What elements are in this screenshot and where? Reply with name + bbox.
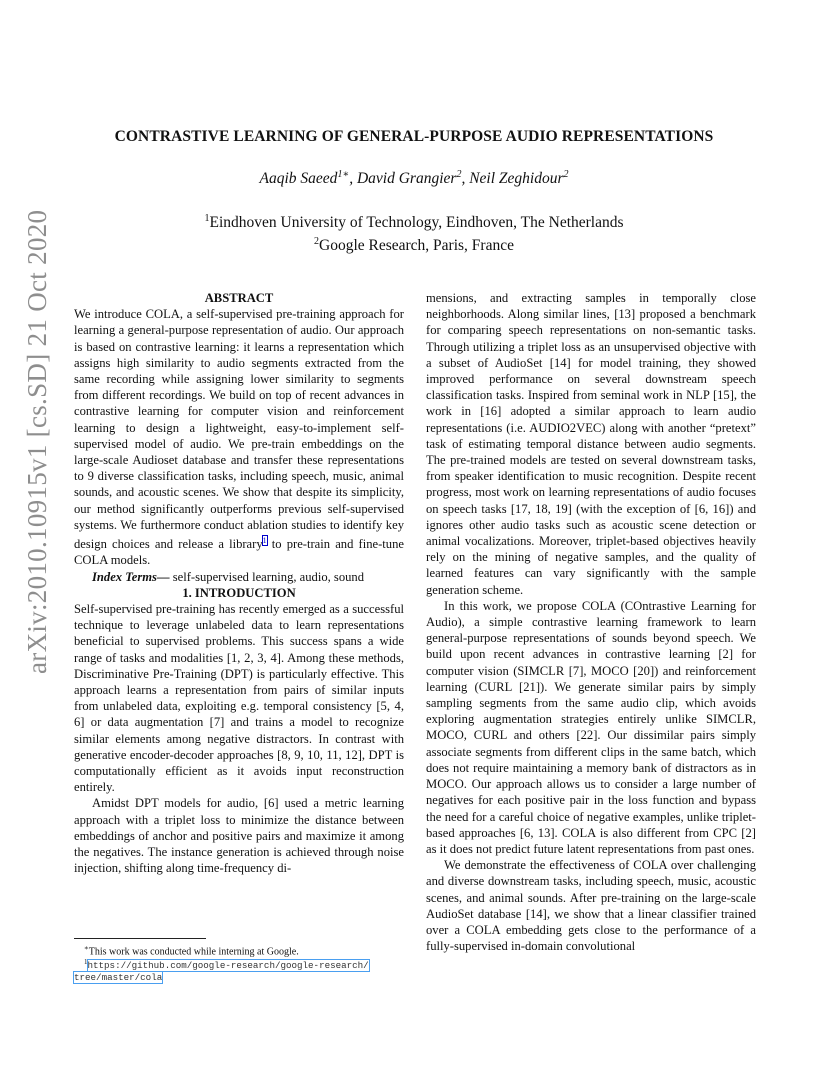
abstract-text: We introduce COLA, a self-supervised pre-training approach for learning a general-purpose representation of audio. Our approach is based on contrastive learning: it learns a representation which assigns high similarity to audio segments extracted from the same recording while assigning lower similarity to segments from different recordings. We build on top of recent advances in contrastive learning for computer vision and reinforcement learning to design a lightweight, easy-to-implement self-supervised model of audio. We pre-train embeddings on the large-scale Audioset database and transfer these representations to 9 diverse classification tasks, including speech, music, animal sounds, and acoustic scenes. We show that despite its simplicity, our method significantly outperforms previous self-supervised systems. We furthermore conduct ablation studies to identify key design choices and release a library [74,307,404,552]
footnote-divider [74,938,206,939]
author-list [0,169,828,188]
index-terms-text: self-supervised learning, audio, sound [169,569,365,584]
author-3-sup: 2 [563,169,569,180]
index-terms [74,569,404,585]
author-2-sup: 2 [456,169,462,180]
arxiv-sidebar [22,209,62,674]
footnote-1 [74,956,404,984]
index-terms-label: Index Terms— [92,569,170,584]
abstract-heading: ABSTRACT [204,291,274,305]
affiliation-1-text: Eindhoven University of Technology, Eindhoven, The Netherlands [209,214,624,232]
intro-paragraph-3: In this work, we propose COLA (COntrastive Learning for Audio), a simple contrastive learning framework to learn general-purpose representations of sounds beyond speech. We build upon recent advances in contrastive learning [2] for computer vision (SIMCLR [7], MOCO [20]) and reinforcement learning (CURL [21]). We generate similar pairs by simply sampling segments from the same audio clip, which avoids exploring augmentation strategies entirely unlike SIMCLR, MOCO, CURL and others [22]. Our dissimilar pairs simply associate segments from different clips in the same batch, which does not require maintaining a memory bank of distractors as in MOCO. Our approach allows us to consider a large number of negatives for each positive pair in the loss function and bypass the need for a careful choice of negative examples, unlike triplet-based approaches [6, 13]. COLA is also different from CPC [2] as it does not predict future latent representations from past ones. [426,598,756,856]
author-2: , David Grangier [349,170,457,188]
footnote-1-link[interactable]: 1 [262,536,267,546]
abstract-body [74,306,404,568]
footnote-star-mark: ∗ [84,944,89,952]
author-1: Aaqib Saeed [259,170,338,188]
footnote-star-text: This work was conducted while interning at Google. [88,946,299,958]
affiliation-2-sup: 2 [314,236,319,247]
paper-title: CONTRASTIVE LEARNING OF GENERAL-PURPOSE AUDIO REPRESENTATIONS [114,128,714,145]
arxiv-identifier: arXiv:2010.10915v1 [cs.SD] 21 Oct 2020 [22,209,52,674]
affiliation-1 [0,213,828,232]
intro-paragraph-2: Amidst DPT models for audio, [6] used a metric learning approach with a triplet loss to minimize the distance between embeddings of anchor and positive pairs and maximize it among the negatives. The instance generation is achieved through noise injection, shifting along time-frequency di- [74,796,404,876]
intro-paragraph-4: We demonstrate the effectiveness of COLA over challenging and diverse downstream tasks, including speech, music, acoustic scenes, and animal sounds. After pre-training on the large-scale AudioSet database [14], we show that a linear classifier trained over a COLA embedding gets close to the performance of a fully-supervised in-domain convolutional [426,858,756,954]
left-column [74,290,404,877]
footnote-1-url-line2[interactable]: tree/master/cola [74,972,163,984]
footnote-1-url-line1[interactable]: https://github.com/google-research/google-research/ [87,960,369,972]
footnote-1-mark: 1 [84,958,88,966]
intro-paragraph-1: Self-supervised pre-training has recently emerged as a successful technique to leverage unlabeled data to learn representations beneficial to supervised problems. This success spans a wide range of tasks and modalities [1, 2, 3, 4]. Among these methods, Discriminative Pre-Training (DPT) is particularly effective. This approach learns a representation from pairs of similar inputs from unlabeled data, exploiting e.g. temporal consistency [5, 4, 6] or data augmentation [7] and trains a model to recognize similar elements among negative distractors. In contrast with generative encoder-decoder approaches [8, 9, 10, 11, 12], DPT is computationally efficient as it avoids input reconstruction entirely. [74,602,404,795]
affiliation-2 [0,236,828,255]
introduction-heading: 1. INTRODUCTION [182,585,296,600]
right-column [426,290,756,954]
author-3: , Neil Zeghidour [461,170,564,188]
affiliation-2-text: Google Research, Paris, France [319,237,514,255]
author-1-sup: 1∗ [337,169,350,180]
intro-paragraph-2-continued: mensions, and extracting samples in temporally close neighborhoods. Along similar lines, [13] proposed a benchmark for comparing speech representations on non-semantic tasks. Through utilizing a triplet loss as an unsupervised objective with a subset of AudioSet [14] for model training, they showed improved performance on several downstream speech classification tasks. Inspired from seminal work in NLP [15], the work in [16] adopted a similar approach to learn audio representations (i.e. AUDIO2VEC) along with another “pretext” task of estimating temporal distance between audio segments. The pre-trained models are tested on several downstream tasks, from speaker identification to music recognition. Despite recent progress, most work on learning representations of audio focuses on speech tasks [17, 18, 19] (with the exception of [6, 16]) and ignores other audio tasks such as acoustic scene detection or animal vocalizations. Moreover, triplet-based objectives heavily rely on the mining of negative samples, and the quality of learned features can vary significantly with the sample generation scheme. [426,291,756,597]
affiliation-1-sup: 1 [204,213,210,224]
abstract-text-end: to pre-train and fine-tune COLA models. [74,537,404,568]
